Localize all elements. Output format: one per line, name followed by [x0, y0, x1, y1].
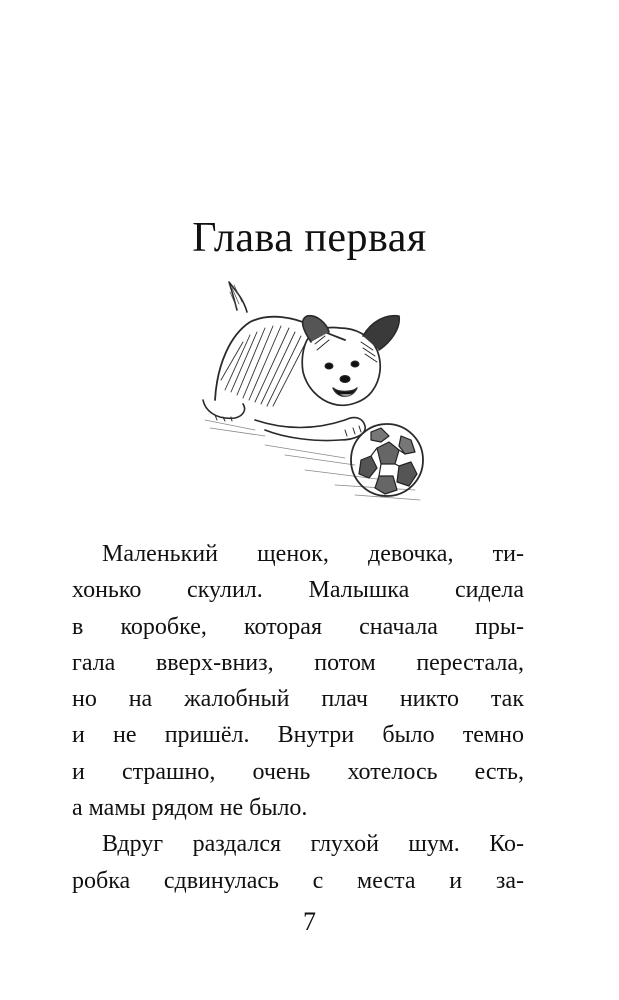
body-text: [72, 536, 524, 899]
chapter-title: Глава первая: [192, 215, 427, 261]
puppy-front-leg: [255, 418, 365, 441]
text-line: а мамы рядом не было.: [72, 795, 308, 822]
puppy-front-paw: [203, 400, 245, 418]
text-line: но на жалобный плач никто так: [72, 686, 524, 713]
text-line: робка сдвинулась с места и за-: [72, 867, 524, 894]
puppy-nose: [340, 376, 350, 383]
text-line: и не пришёл. Внутри было темно: [72, 722, 524, 749]
text-line: Вдруг раздался глухой шум. Ко-: [102, 831, 524, 858]
puppy-with-ball-illustration: [195, 280, 435, 510]
puppy-left-ear: [303, 316, 329, 342]
text-line: и страшно, очень хотелось есть,: [72, 758, 524, 785]
page-number: 7: [303, 907, 316, 936]
text-line: в коробке, которая сначала пры-: [72, 613, 524, 640]
text-line: Маленький щенок, девочка, ти-: [102, 541, 524, 567]
puppy-left-eye: [325, 363, 333, 369]
puppy-right-eye: [351, 361, 359, 367]
puppy-right-ear: [363, 316, 399, 350]
text-line: гала вверх-вниз, потом перестала,: [72, 649, 524, 676]
puppy-tail: [229, 282, 247, 312]
text-line: хонько скулил. Малышка сидела: [72, 577, 524, 604]
ball-pattern: [359, 428, 417, 494]
